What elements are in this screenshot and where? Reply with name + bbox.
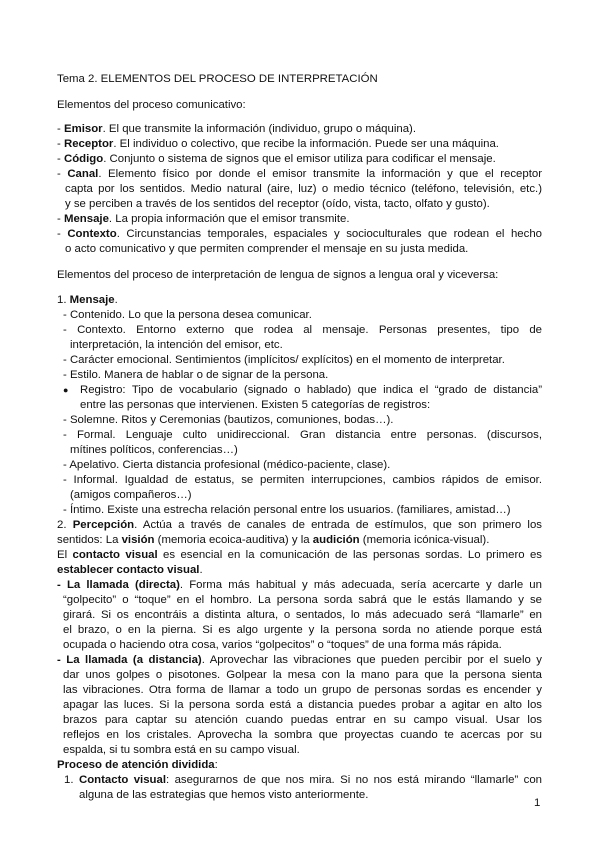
- llamada-directa-line2: “golpecito” o “toque” en el hombro. La persona sorda sabrá que le estás llamando y se: [63, 594, 542, 606]
- mensaje-registro: Registro: Tipo de vocabulario (signado o hablado) que indica el “grado de distancia”: [80, 384, 542, 396]
- atencion-dividida-heading: Proceso de atención dividida:: [57, 759, 218, 771]
- item-canal-line3: y se perciben a través de los sentidos del receptor (oído, vista, tacto, olfato y gusto).: [65, 198, 490, 210]
- percepcion-line2: sentidos: La visión (memoria ecoica-auditiva) y la audición (memoria icónica-visual).: [57, 534, 490, 546]
- item-codigo: - Código. Conjunto o sistema de signos que el emisor utiliza para codificar el mensaje.: [57, 153, 496, 165]
- llamada-distancia-line2: dar unos golpes o pisotones. Golpear la mesa con la mano para que la persona sienta: [63, 669, 542, 681]
- registro-formal: - Formal. Lenguaje culto unidireccional. Gran distancia entre personas. (discursos,: [63, 429, 542, 441]
- registro-bullet-icon: ●: [63, 385, 69, 395]
- llamada-distancia-line6: reflejos en los cristales. Aprovecha la sombra que proyectas cuando te acercas por su: [63, 729, 542, 741]
- atencion-contacto-visual-line2: alguna de las estrategias que hemos visto anteriormente.: [79, 789, 369, 801]
- item-contexto: - Contexto. Circunstancias temporales, espaciales y socioculturales que rodean el hecho: [57, 228, 542, 240]
- term-vision: visión: [121, 534, 155, 546]
- contacto-visual-line2: establecer contacto visual.: [57, 564, 203, 576]
- atencion-contacto-visual: Contacto visual: asegurarnos de que nos mira. Si no nos está mirando “llamarle” con: [79, 774, 543, 786]
- llamada-distancia-line5: brazos para captar su atención cuando puedas entrar en su campo visual. Usar los: [63, 714, 542, 726]
- mensaje-contexto-line2: interpretación, la intención del emisor, etc.: [70, 339, 283, 351]
- mensaje-registro-line2: entre las personas que intervienen. Existen 5 categorías de registros:: [80, 399, 431, 411]
- atencion-item-number: 1.: [64, 774, 74, 786]
- registro-formal-line2: mítines políticos, conferencias…): [70, 444, 238, 456]
- item-canal: - Canal. Elemento físico por donde el emisor transmite la información y que el receptor: [57, 168, 542, 180]
- item-emisor: - Emisor. El que transmite la información (individuo, grupo o máquina).: [57, 123, 416, 135]
- registro-apelativo: - Apelativo. Cierta distancia profesional (médico-paciente, clase).: [63, 459, 391, 471]
- mensaje-estilo: - Estilo. Manera de hablar o de signar de la persona.: [63, 369, 329, 381]
- section-percepcion: 2. Percepción. Actúa a través de canales de entrada de estímulos, que son primero los: [57, 519, 542, 531]
- contacto-visual-paragraph: El contacto visual es esencial en la comunicación de las personas sordas. Lo primero es: [57, 549, 542, 561]
- page-title: Tema 2. ELEMENTOS DEL PROCESO DE INTERPRETACIÓN: [57, 73, 378, 85]
- item-mensaje: - Mensaje. La propia información que el emisor transmite.: [57, 213, 350, 225]
- llamada-distancia-line4: apagar las luces. Si la persona sorda está a distancia puedes probar a agitar en alto los: [63, 699, 542, 711]
- term-mensaje: Mensaje: [63, 213, 109, 225]
- llamada-directa-line5: ocupada o haciendo otra cosa, varios “golpecitos” o “toques” de una forma más rápida.: [63, 639, 502, 651]
- llamada-directa: - La llamada (directa). Forma más habitual y más adecuada, sería acercarte y darle un: [57, 579, 542, 591]
- mensaje-contexto: - Contexto. Entorno externo que rodea al mensaje. Personas presentes, tipo de: [63, 324, 542, 336]
- llamada-directa-line4: el brazo, o en la pierna. Si es algo urgente y la persona sorda no atiende porque está: [63, 624, 542, 636]
- mensaje-contenido: - Contenido. Lo que la persona desea comunicar.: [63, 309, 312, 321]
- term-percepcion: Percepción: [72, 519, 135, 531]
- term-receptor: Receptor: [63, 138, 114, 150]
- llamada-directa-line3: girará. Si os encontráis a distinta altura, o sentados, lo más adecuado será “llamarle” en: [63, 609, 542, 621]
- item-canal-line2: capta por los sentidos. Medio natural (aire, luz) o medio técnico (teléfono, televisión, etc.): [65, 183, 542, 195]
- term-llamada-directa: - La llamada (directa): [57, 579, 180, 591]
- llamada-distancia-line7: espalda, si tu sombra está en su campo visual.: [63, 744, 300, 756]
- llamada-distancia-line3: las vibraciones. Otra forma de llamar a todo un grupo de personas sordas es encender y: [63, 684, 542, 696]
- intro-communicative: Elementos del proceso comunicativo:: [57, 99, 246, 111]
- registro-solemne: - Solemne. Ritos y Ceremonias (bautizos, comuniones, bodas…).: [63, 414, 394, 426]
- term-emisor: Emisor: [63, 123, 103, 135]
- registro-informal: - Informal. Igualdad de estatus, se permiten interrupciones, cambios rápidos de emisor.: [63, 474, 542, 486]
- term-audicion: audición: [312, 534, 360, 546]
- term-codigo: Código: [63, 153, 104, 165]
- mensaje-caracter: - Carácter emocional. Sentimientos (implícitos/ explícitos) en el momento de interpretar.: [63, 354, 505, 366]
- term-contexto: Contexto: [67, 228, 117, 240]
- term-canal: Canal: [67, 168, 99, 180]
- page-number: 1: [534, 797, 541, 809]
- term-llamada-distancia: - La llamada (a distancia): [57, 654, 202, 666]
- llamada-distancia: - La llamada (a distancia). Aprovechar las vibraciones que pueden percibir por el suelo y: [57, 654, 542, 666]
- term-mensaje-section: Mensaje: [69, 294, 115, 306]
- item-receptor: - Receptor. El individuo o colectivo, que recibe la información. Puede ser una máquina.: [57, 138, 499, 150]
- term-contacto-visual: contacto visual: [72, 549, 158, 561]
- registro-informal-line2: (amigos compañeros…): [70, 489, 192, 501]
- item-contexto-line2: o acto comunicativo y que permiten comprender el mensaje en su justa medida.: [65, 243, 469, 255]
- registro-intimo: - Íntimo. Existe una estrecha relación personal entre los usuarios. (familiares, amistad…): [63, 504, 511, 516]
- section-mensaje-heading: 1. Mensaje.: [57, 294, 118, 306]
- term-atencion-contacto-visual: Contacto visual: [79, 774, 167, 786]
- intro-interpretation: Elementos del proceso de interpretación de lengua de signos a lengua oral y viceversa:: [57, 269, 499, 281]
